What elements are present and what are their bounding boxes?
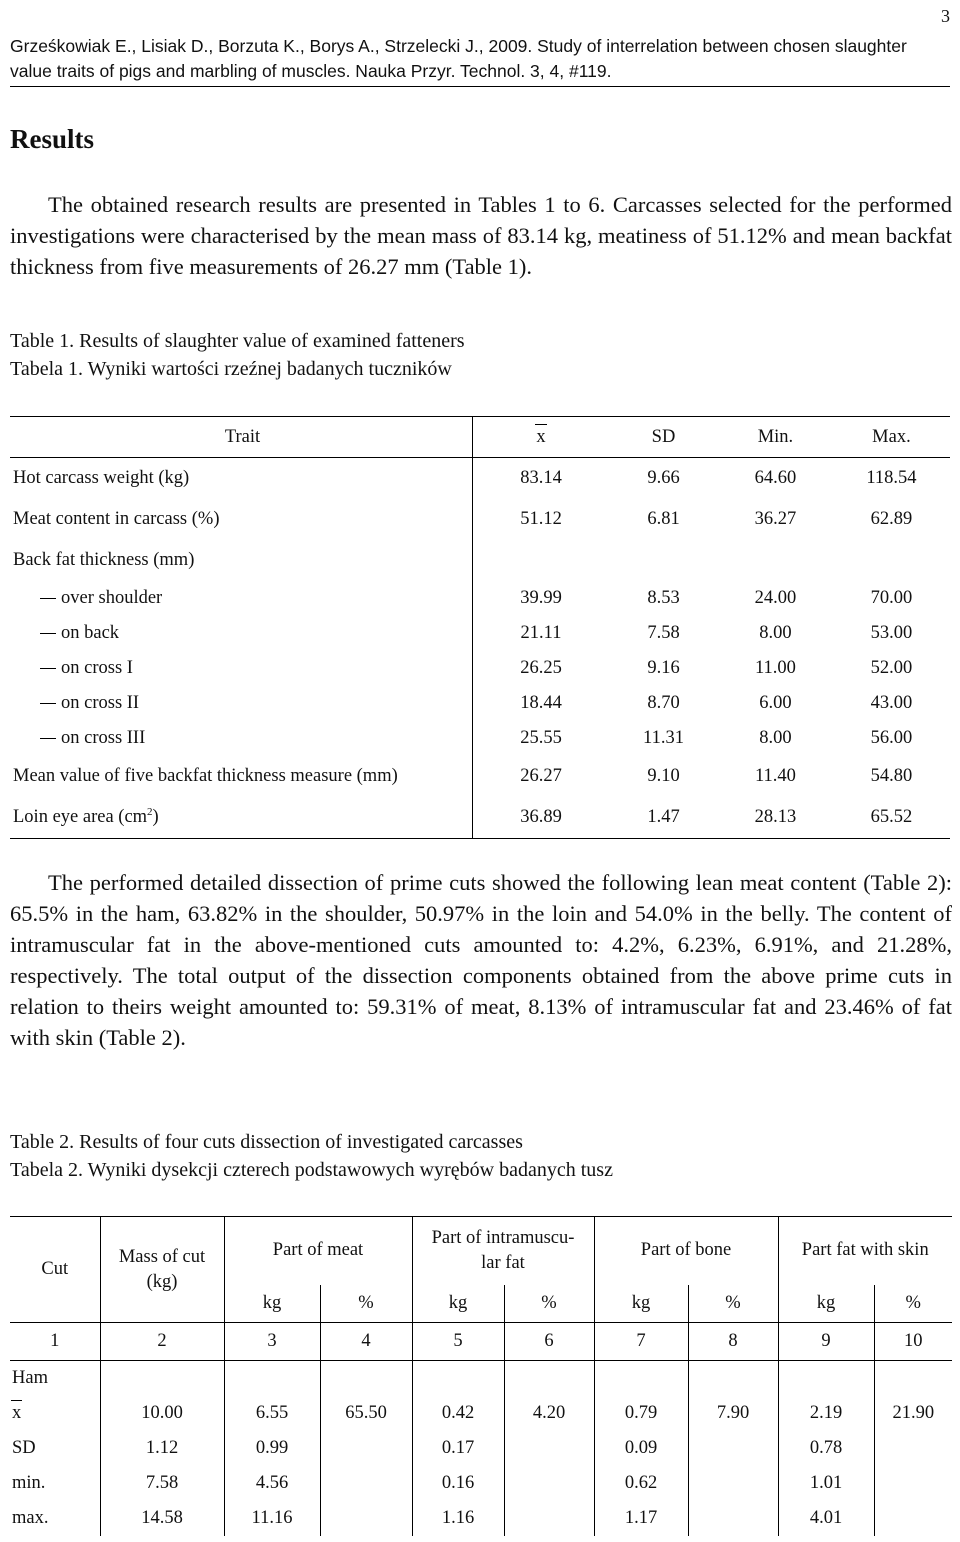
table-row xyxy=(10,540,950,581)
empty-cell xyxy=(778,1361,874,1396)
cell-max: 118.54 xyxy=(866,468,917,488)
table1-header-trait: Trait xyxy=(10,417,473,458)
trait-label xyxy=(10,797,473,839)
colnum-cell: 5 xyxy=(412,1323,504,1361)
cell: 6.55 xyxy=(224,1396,320,1431)
cell-min: 64.60 xyxy=(754,468,797,488)
table-row xyxy=(10,1396,952,1431)
cell-mean: 25.55 xyxy=(520,728,562,748)
colnum-cell: 10 xyxy=(874,1323,952,1361)
header-rule xyxy=(10,86,950,87)
cell-mean: 36.89 xyxy=(473,797,609,839)
cell-min xyxy=(718,540,833,581)
cell: 0.09 xyxy=(594,1431,688,1466)
group-label: Ham xyxy=(10,1361,100,1396)
trait-label: Back fat thickness (mm) xyxy=(10,540,473,581)
cell: 21.90 xyxy=(892,1402,935,1423)
cell-sd: 11.31 xyxy=(643,728,684,748)
table-row xyxy=(10,1501,952,1536)
empty-cell xyxy=(594,1361,688,1396)
table1 xyxy=(10,416,950,839)
cell: 0.79 xyxy=(594,1396,688,1431)
table-row xyxy=(10,499,950,540)
mean-symbol: x xyxy=(536,426,546,447)
cell-min: 6.00 xyxy=(759,693,792,713)
trait-text: Loin eye area (cm xyxy=(13,807,148,828)
table2-group-row xyxy=(10,1361,952,1396)
cell-max: 56.00 xyxy=(870,728,913,748)
trait-label xyxy=(10,616,473,651)
cell: 1.17 xyxy=(594,1501,688,1536)
table-row xyxy=(10,686,950,721)
cell: 0.99 xyxy=(224,1431,320,1466)
dash-marker xyxy=(40,668,56,669)
cell-max: 52.00 xyxy=(870,658,913,678)
cell-max: 54.80 xyxy=(870,766,913,786)
paragraph-dissection: The performed detailed dissection of prime cuts showed the following lean meat content (Table 2): 65.5% in the ham, 63.82% in the shoulder, 50.97% in the loin and 54.0% in the belly. The content of intramuscular fat in the above-mentioned cuts amounted to: 4.2%, 6.23%, 6.91%, and 21.28%, respectively. The total output of the dissection components obtained from the above prime cuts in relation to theirs weight amounted to: 59.31% of meat, 8.13% of intramuscular fat and 23.46% of fat with skin (Table 2). xyxy=(10,870,952,1050)
colnum-cell: 7 xyxy=(594,1323,688,1361)
unit-cell: % xyxy=(874,1285,952,1323)
unit-cell: % xyxy=(688,1285,778,1323)
table-row xyxy=(10,1431,952,1466)
mean-symbol: x xyxy=(12,1402,22,1423)
cell xyxy=(688,1466,778,1501)
table1-caption-pl: Tabela 1. Wyniki wartości rzeźnej badanych tuczników xyxy=(10,358,452,380)
cell-sd: 7.58 xyxy=(647,623,680,643)
unit-cell: kg xyxy=(224,1285,320,1323)
empty-cell xyxy=(100,1361,224,1396)
cell: 2.19 xyxy=(778,1396,874,1431)
trait-label: Meat content in carcass (%) xyxy=(10,499,473,540)
cell xyxy=(688,1431,778,1466)
stat-label xyxy=(10,1396,100,1431)
cell: 4.20 xyxy=(504,1396,594,1431)
stat-label: min. xyxy=(10,1466,100,1501)
cell: 1.16 xyxy=(412,1501,504,1536)
cell-max: 53.00 xyxy=(870,623,913,643)
table1-header-max: Max. xyxy=(833,417,950,458)
empty-cell xyxy=(320,1361,412,1396)
cell-min: 11.40 xyxy=(754,766,796,786)
cell: 1.12 xyxy=(100,1431,224,1466)
unit-cell: % xyxy=(320,1285,412,1323)
trait-text: on back xyxy=(61,623,120,643)
table2-header-imf: Part of intramuscu-lar fat xyxy=(412,1217,594,1285)
trait-label xyxy=(10,651,473,686)
cell xyxy=(320,1431,412,1466)
cell xyxy=(504,1501,594,1536)
cell-sd: 9.66 xyxy=(647,468,680,488)
table2-header-bone: Part of bone xyxy=(594,1217,778,1285)
cell-mean: 26.25 xyxy=(520,658,562,678)
cell: 0.17 xyxy=(412,1431,504,1466)
cell: 7.90 xyxy=(688,1396,778,1431)
table1-header-row xyxy=(10,417,950,458)
colnum-cell: 1 xyxy=(10,1323,100,1361)
unit-cell: kg xyxy=(778,1285,874,1323)
table2 xyxy=(10,1216,952,1536)
cell: 4.56 xyxy=(224,1466,320,1501)
cell: 0.42 xyxy=(412,1396,504,1431)
empty-cell xyxy=(224,1361,320,1396)
table1-header-mean xyxy=(473,417,609,458)
table2-header-mass: Mass of cut (kg) xyxy=(100,1217,224,1323)
superscript: 2 xyxy=(147,806,153,819)
cell xyxy=(874,1466,952,1501)
cell-min: 24.00 xyxy=(754,588,797,608)
table1-caption-en: Table 1. Results of slaughter value of examined fatteners xyxy=(10,330,465,352)
table2-caption-pl: Tabela 2. Wyniki dysekcji czterech podstawowych wyrębów badanych tusz xyxy=(10,1159,613,1181)
table-row xyxy=(10,1466,952,1501)
cell xyxy=(504,1466,594,1501)
cell-mean: 51.12 xyxy=(520,509,562,529)
dash-marker xyxy=(40,598,56,599)
table-row xyxy=(10,721,950,756)
unit-cell: kg xyxy=(594,1285,688,1323)
trait-label: Mean value of five backfat thickness measure (mm) xyxy=(10,756,473,797)
empty-cell xyxy=(504,1361,594,1396)
cell xyxy=(874,1431,952,1466)
table1-header-sd: SD xyxy=(609,417,718,458)
cell-sd: 1.47 xyxy=(609,797,718,839)
table-row xyxy=(10,581,950,616)
cell-sd: 8.53 xyxy=(647,588,680,608)
cell-sd: 9.10 xyxy=(647,766,680,786)
cell-sd: 8.70 xyxy=(647,693,680,713)
table-row xyxy=(10,616,950,651)
cell: 0.16 xyxy=(412,1466,504,1501)
cell-mean: 83.14 xyxy=(520,468,562,488)
cell-min: 8.00 xyxy=(759,623,792,643)
cell: 1.01 xyxy=(778,1466,874,1501)
cell xyxy=(320,1466,412,1501)
cell-mean: 21.11 xyxy=(520,623,562,643)
colnum-cell: 8 xyxy=(688,1323,778,1361)
table2-header-cut: Cut xyxy=(10,1217,100,1323)
cell-max: 70.00 xyxy=(870,588,913,608)
cell-mean: 18.44 xyxy=(520,693,562,713)
table-row xyxy=(10,756,950,797)
trait-tail: ) xyxy=(152,807,159,828)
table-row xyxy=(10,458,950,500)
empty-cell xyxy=(412,1361,504,1396)
table2-colnum-row xyxy=(10,1323,952,1361)
cell-sd xyxy=(609,540,718,581)
trait-label xyxy=(10,721,473,756)
unit-cell: % xyxy=(504,1285,594,1323)
table2-header-row xyxy=(10,1217,952,1285)
trait-text: on cross I xyxy=(61,658,133,678)
section-title: Results xyxy=(10,124,95,154)
cell-max: 65.52 xyxy=(833,797,950,839)
table2-caption-en: Table 2. Results of four cuts dissection of investigated carcasses xyxy=(10,1131,523,1153)
stat-label: max. xyxy=(10,1501,100,1536)
colnum-cell: 3 xyxy=(224,1323,320,1361)
cell xyxy=(688,1501,778,1536)
table1-header-min: Min. xyxy=(718,417,833,458)
cell-min: 36.27 xyxy=(754,509,797,529)
cell: 7.58 xyxy=(100,1466,224,1501)
page-number: 3 xyxy=(941,6,950,26)
colnum-cell: 2 xyxy=(100,1323,224,1361)
cell: 10.00 xyxy=(100,1396,224,1431)
cell-mean xyxy=(473,540,609,581)
cell-max: 43.00 xyxy=(870,693,913,713)
cell-min: 11.00 xyxy=(754,658,796,678)
dash-marker xyxy=(40,633,56,634)
cell-mean: 39.99 xyxy=(520,588,562,608)
running-header-citation: Grześkowiak E., Lisiak D., Borzuta K., Borys A., Strzelecki J., 2009. Study of interrelation between chosen slaughter value traits of pigs and marbling of muscles. Nauka Przyr. Technol. 3, 4, #119. xyxy=(10,36,907,81)
cell: 4.01 xyxy=(778,1501,874,1536)
cell-sd: 6.81 xyxy=(647,509,680,529)
trait-label xyxy=(10,581,473,616)
trait-label xyxy=(10,686,473,721)
empty-cell xyxy=(874,1361,952,1396)
cell-sd: 9.16 xyxy=(647,658,680,678)
unit-cell: kg xyxy=(412,1285,504,1323)
colnum-cell: 4 xyxy=(320,1323,412,1361)
empty-cell xyxy=(688,1361,778,1396)
cell-max: 62.89 xyxy=(870,509,913,529)
dash-marker xyxy=(40,738,56,739)
table2-header-meat: Part of meat xyxy=(224,1217,412,1285)
cell-min: 28.13 xyxy=(718,797,833,839)
table2-header-fatskin: Part fat with skin xyxy=(778,1217,952,1285)
cell: 11.16 xyxy=(224,1501,320,1536)
cell: 0.78 xyxy=(778,1431,874,1466)
dash-marker xyxy=(40,703,56,704)
colnum-cell: 9 xyxy=(778,1323,874,1361)
cell: 14.58 xyxy=(100,1501,224,1536)
table-row xyxy=(10,797,950,839)
cell-mean: 26.27 xyxy=(520,766,562,786)
cell xyxy=(504,1431,594,1466)
trait-label: Hot carcass weight (kg) xyxy=(10,458,473,500)
cell xyxy=(320,1501,412,1536)
cell xyxy=(874,1501,952,1536)
cell: 65.50 xyxy=(320,1396,412,1431)
colnum-cell: 6 xyxy=(504,1323,594,1361)
cell: 0.62 xyxy=(594,1466,688,1501)
paragraph-results-intro: The obtained research results are presented in Tables 1 to 6. Carcasses selected for the performed investigations were characterised by the mean mass of 83.14 kg, meatiness of 51.12% and mean backfat thickness from five measurements of 26.27 mm (Table 1). xyxy=(10,192,952,279)
trait-text: over shoulder xyxy=(61,588,163,608)
stat-label: SD xyxy=(10,1431,100,1466)
table-row xyxy=(10,651,950,686)
trait-text: on cross II xyxy=(61,693,140,713)
cell-max xyxy=(833,540,950,581)
cell-min: 8.00 xyxy=(759,728,792,748)
trait-text: on cross III xyxy=(61,728,146,748)
